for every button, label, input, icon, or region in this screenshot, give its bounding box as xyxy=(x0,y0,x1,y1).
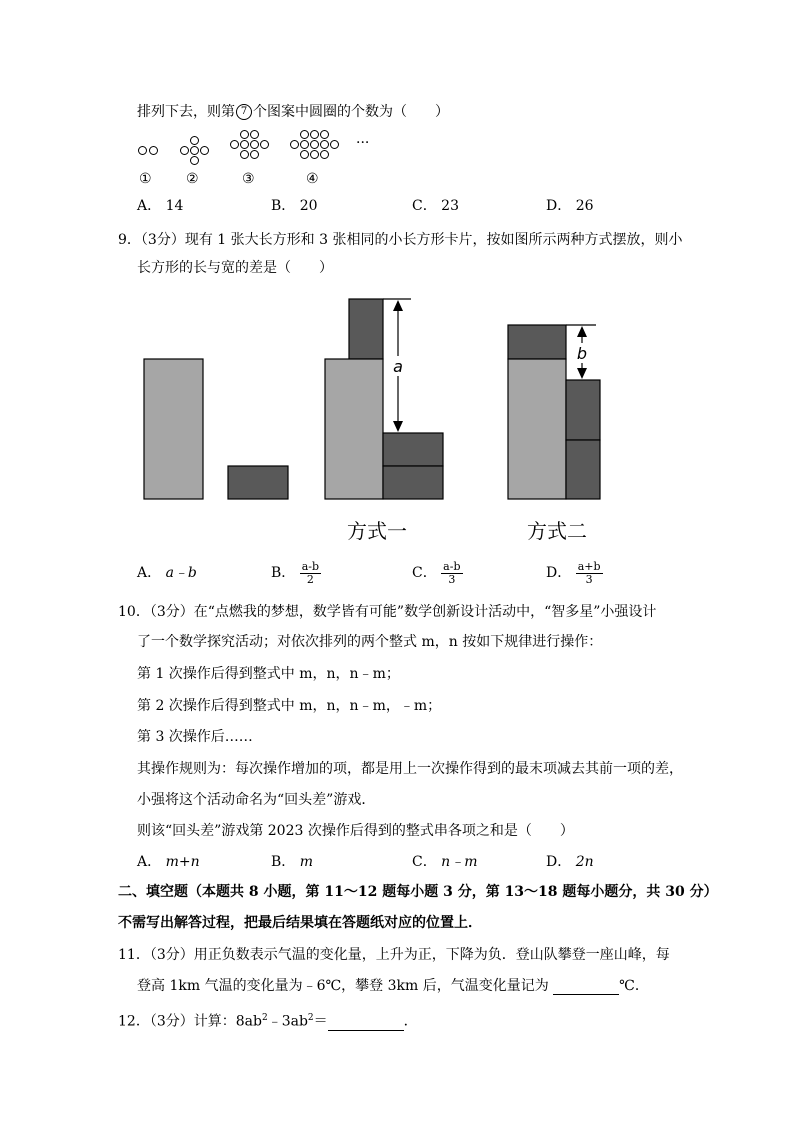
q10-option-c[interactable]: C． n﹣m xyxy=(412,854,478,870)
q8-option-c[interactable]: C． 23 xyxy=(412,198,459,214)
fraction: $\frac{a+b}{3}$ xyxy=(577,559,601,586)
q9-option-b[interactable]: B． $\frac{a-b}{2}$ xyxy=(271,559,320,586)
q9-option-c[interactable]: C． $\frac{a-b}{3}$ xyxy=(412,559,461,586)
small-rectangle xyxy=(228,466,288,499)
pattern-label-3: ③ xyxy=(242,171,255,187)
q10-stem-line7: 小强将这个活动命名为“回头差”游戏． xyxy=(137,792,376,808)
q11-stem-line1: 11．（3分）用正负数表示气温的变化量，上升为正，下降为负．登山队攀登一座山峰，每 xyxy=(118,947,670,963)
answer-blank[interactable] xyxy=(553,978,619,995)
large-rectangle xyxy=(325,359,383,499)
small-rectangle-vertical xyxy=(349,299,383,359)
pattern-label-1: ① xyxy=(139,171,152,187)
q9-option-a[interactable]: A． a﹣b xyxy=(137,565,197,581)
circled-number: 7 xyxy=(236,104,252,120)
section-2-heading: 二、填空题（本题共 8 小题，第 11～12 题每小题 3 分，第 13～18 题每小题分，共 30 分） xyxy=(118,884,718,900)
arrow-down-icon xyxy=(393,421,403,432)
pattern-label-4: ④ xyxy=(306,171,319,187)
small-rectangle xyxy=(383,433,443,466)
q10-stem-line4: 第 2 次操作后得到整式中 m，n，n﹣m，﹣m； xyxy=(137,698,442,714)
q8-option-b[interactable]: B． 20 xyxy=(271,198,318,214)
small-rectangle xyxy=(383,466,443,499)
q8-option-a[interactable]: A． 14 xyxy=(137,198,184,214)
q10-stem-line5: 第 3 次操作后…… xyxy=(137,729,253,745)
section-2-instructions: 不需写出解答过程，把最后结果填在答题纸对应的位置上． xyxy=(118,915,482,931)
q10-option-b[interactable]: B． m xyxy=(271,854,314,870)
fraction: $\frac{a-b}{3}$ xyxy=(443,559,461,586)
q10-stem-line8: 则该“回头差”游戏第 2023 次操作后得到的整式串各项之和是（ ） xyxy=(137,823,574,839)
large-rectangle xyxy=(144,359,203,499)
answer-blank[interactable] xyxy=(328,1014,404,1031)
small-rectangle-vertical xyxy=(566,380,600,440)
q9-stem-line1: 9．（3分）现有 1 张大长方形和 3 张相同的小长方形卡片，按如图所示两种方式摆放，则小 xyxy=(118,232,683,248)
small-rectangle-vertical xyxy=(566,440,600,499)
q10-stem-line3: 第 1 次操作后得到整式中 m，n，n﹣m； xyxy=(137,666,400,682)
q8-stem: 排列下去，则第 7 个图案中圆圈的个数为（ ） xyxy=(137,104,449,120)
large-rectangle xyxy=(508,359,566,499)
q9-option-d[interactable]: D． $\frac{a+b}{3}$ xyxy=(546,559,601,586)
label-a: a xyxy=(393,357,403,376)
q9-rectangles-figure xyxy=(0,0,794,560)
caption-method-1: 方式一 xyxy=(347,519,407,543)
q10-stem-line6: 其操作规则为：每次操作增加的项，都是用上一次操作得到的最末项减去其前一项的差， xyxy=(137,761,683,777)
pattern-label-2: ② xyxy=(186,171,199,187)
caption-method-2: 方式二 xyxy=(527,519,587,543)
pattern-ellipsis: ··· xyxy=(356,135,370,151)
small-rectangle xyxy=(508,325,566,359)
q10-stem-line2: 了一个数学探究活动；对依次排列的两个整式 m，n 按如下规律进行操作： xyxy=(137,634,603,650)
fraction: $\frac{a-b}{2}$ xyxy=(301,559,320,586)
label-b: b xyxy=(576,344,588,363)
q12-stem: 12．（3分）计算：$8ab^2﹣3ab^2=$ ． xyxy=(118,1013,418,1030)
q10-stem-line1: 10．（3分）在“点燃我的梦想，数学皆有可能”数学创新设计活动中，“智多星”小强设计 xyxy=(118,604,657,620)
q10-option-d[interactable]: D． 2n xyxy=(546,854,594,870)
arrow-up-icon xyxy=(577,326,587,337)
arrow-up-icon xyxy=(393,300,403,311)
q9-stem-line2: 长方形的长与宽的差是（ ） xyxy=(137,260,333,276)
q11-stem-line2: 登高 1km 气温的变化量为﹣6℃，攀登 3km 后，气温变化量记为 ℃． xyxy=(137,978,649,994)
q8-option-d[interactable]: D． 26 xyxy=(546,198,594,214)
arrow-down-icon xyxy=(577,368,587,379)
q10-option-a[interactable]: A． m+n xyxy=(137,854,200,870)
